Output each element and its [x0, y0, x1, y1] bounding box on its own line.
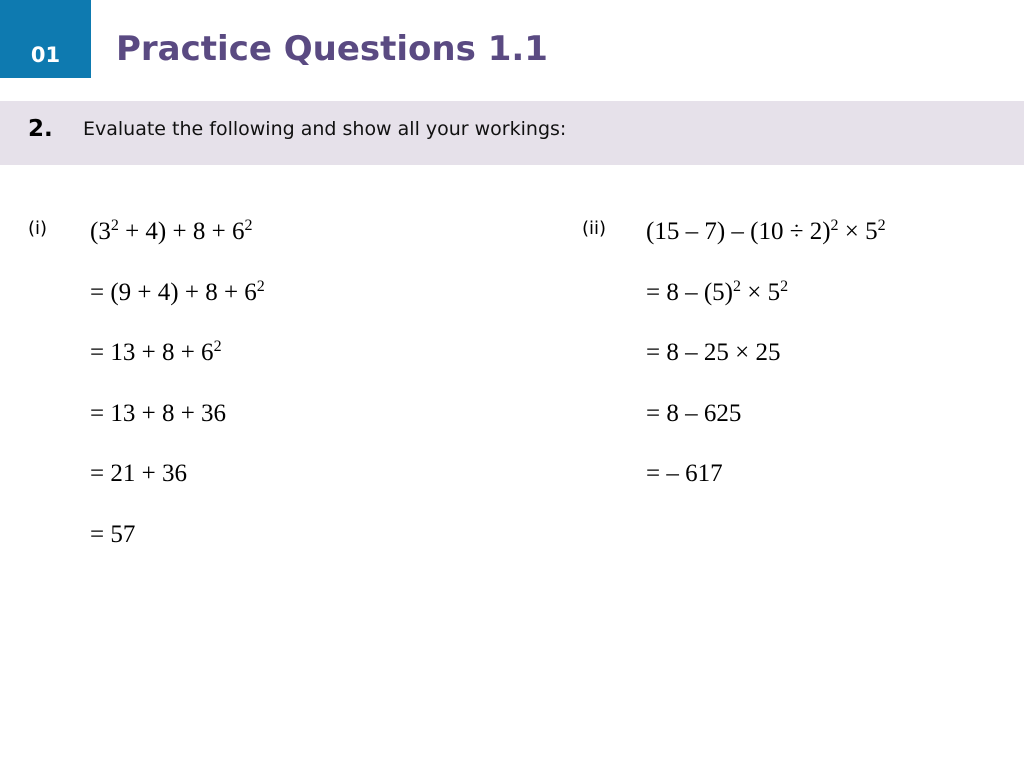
- working-text: + 4) + 8 + 6: [118, 218, 245, 245]
- exponent: 2: [244, 217, 253, 234]
- part-ii-workings: [646, 216, 886, 519]
- working-line: [90, 519, 265, 551]
- working-line: [90, 458, 265, 490]
- working-text: = 8 – (5): [646, 278, 733, 306]
- part-i-workings: [90, 216, 265, 579]
- exponent: 2: [110, 217, 119, 234]
- working-text: = – 617: [646, 460, 723, 487]
- working-text: = 13 + 8 + 6: [90, 339, 214, 366]
- question-prompt: Evaluate the following and show all your workings:: [83, 118, 567, 140]
- question-bar: [0, 101, 1024, 165]
- chapter-box: [0, 0, 91, 78]
- working-text: = 8 – 625: [646, 399, 742, 427]
- working-line: [646, 337, 886, 369]
- working-text: = (9 + 4) + 8 + 6: [90, 278, 257, 306]
- chapter-number: 01: [30, 43, 61, 67]
- working-text: (15 – 7) – (10 ÷ 2): [646, 218, 831, 245]
- exponent: 2: [213, 338, 222, 355]
- working-text: = 57: [90, 520, 136, 548]
- working-line: [90, 216, 265, 248]
- page-title: Practice Questions 1.1: [116, 29, 548, 69]
- working-line: [90, 398, 265, 430]
- exponent: 2: [877, 217, 886, 234]
- working-line: [90, 337, 265, 369]
- working-text: × 5: [838, 218, 878, 245]
- exponent: 2: [780, 277, 789, 295]
- exponent: 2: [256, 277, 265, 295]
- working-line: [646, 458, 886, 490]
- part-i-label: (i): [28, 218, 48, 239]
- working-text: (3: [90, 218, 111, 245]
- working-text: = 21 + 36: [90, 460, 187, 487]
- exponent: 2: [830, 217, 839, 234]
- working-text: × 5: [741, 278, 781, 306]
- working-line: [646, 277, 886, 309]
- working-line: [90, 277, 265, 309]
- question-number: 2.: [28, 116, 53, 142]
- working-line: [646, 398, 886, 430]
- working-line: [646, 216, 886, 248]
- exponent: 2: [733, 277, 741, 295]
- working-text: = 13 + 8 + 36: [90, 399, 227, 427]
- part-ii-label: (ii): [582, 218, 607, 239]
- working-text: = 8 – 25 × 25: [646, 339, 781, 366]
